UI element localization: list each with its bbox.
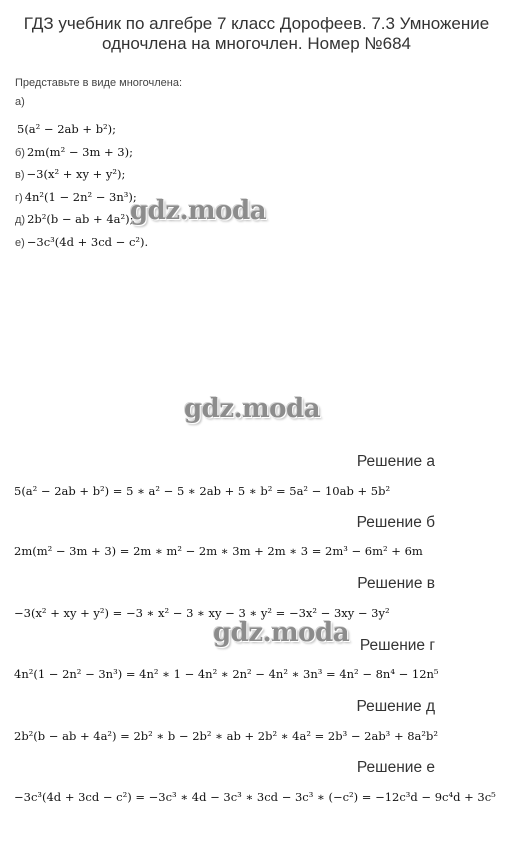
task-item-c [15, 167, 125, 181]
task-item-expr: 2b²(b − ab + 4a²); [27, 212, 134, 226]
watermark-logo: gdz.moda [130, 196, 267, 226]
task-item-e [15, 212, 134, 226]
solution-expr-e: 2b²(b − ab + 4a²) = 2b² ∗ b − 2b² ∗ ab + 2b² ∗ 4a² = 2b³ − 2ab³ + 8a²b² [14, 729, 438, 743]
task-item-label: е) [15, 237, 25, 249]
task-item-a [15, 122, 116, 136]
solution-heading-b: Решение б [356, 514, 435, 531]
solution-heading-e: Решение д [356, 698, 435, 715]
solution-expr-a: 5(a² − 2ab + b²) = 5 ∗ a² − 5 ∗ 2ab + 5 ∗ b² = 5a² − 10ab + 5b² [14, 484, 391, 498]
page-title: ГДЗ учебник по алгебре 7 класс Дорофеев. 7.3 Умножение одночлена на многочлен. Номер №684 [23, 14, 490, 53]
solution-expr-c: −3(x² + xy + y²) = −3 ∗ x² − 3 ∗ xy − 3 ∗ y² = −3x² − 3xy − 3y² [14, 606, 390, 620]
task-intro: Представьте в виде многочлена: [15, 77, 183, 89]
task-item-expr: 4n²(1 − 2n² − 3n³); [24, 190, 137, 204]
solution-heading-d: Решение г [359, 637, 435, 654]
task-item-b [15, 145, 133, 159]
task-letter-a: а) [15, 96, 25, 108]
task-item-label: в) [15, 169, 25, 181]
solution-heading-f: Решение е [356, 759, 435, 776]
task-item-expr: 5(a² − 2ab + b²); [17, 122, 117, 136]
task-item-label: б) [15, 147, 25, 159]
solution-expr-b: 2m(m² − 3m + 3) = 2m ∗ m² − 2m ∗ 3m + 2m ∗ 3 = 2m³ − 6m² + 6m [14, 544, 423, 558]
solution-heading-c: Решение в [357, 575, 435, 592]
watermark-logo: gdz.moda [213, 618, 350, 648]
task-item-label: д) [15, 214, 26, 226]
solution-heading-a: Решение а [356, 453, 435, 470]
task-item-d [15, 190, 137, 204]
task-item-expr: 2m(m² − 3m + 3); [26, 145, 133, 159]
task-item-expr: −3c³(4d + 3cd − c²). [26, 235, 149, 249]
solution-expr-d: 4n²(1 − 2n² − 3n³) = 4n² ∗ 1 − 4n² ∗ 2n² − 4n² ∗ 3n³ = 4n² − 8n⁴ − 12n⁵ [14, 667, 439, 681]
watermark-logo: gdz.moda [184, 394, 321, 424]
task-item-label: г) [15, 192, 23, 204]
task-item-expr: −3(x² + xy + y²); [26, 167, 126, 181]
task-item-f [15, 235, 148, 249]
solution-expr-f: −3c³(4d + 3cd − c²) = −3c³ ∗ 4d − 3c³ ∗ 3cd − 3c³ ∗ (−c²) = −12c³d − 9c⁴d + 3c⁵ [14, 790, 496, 804]
